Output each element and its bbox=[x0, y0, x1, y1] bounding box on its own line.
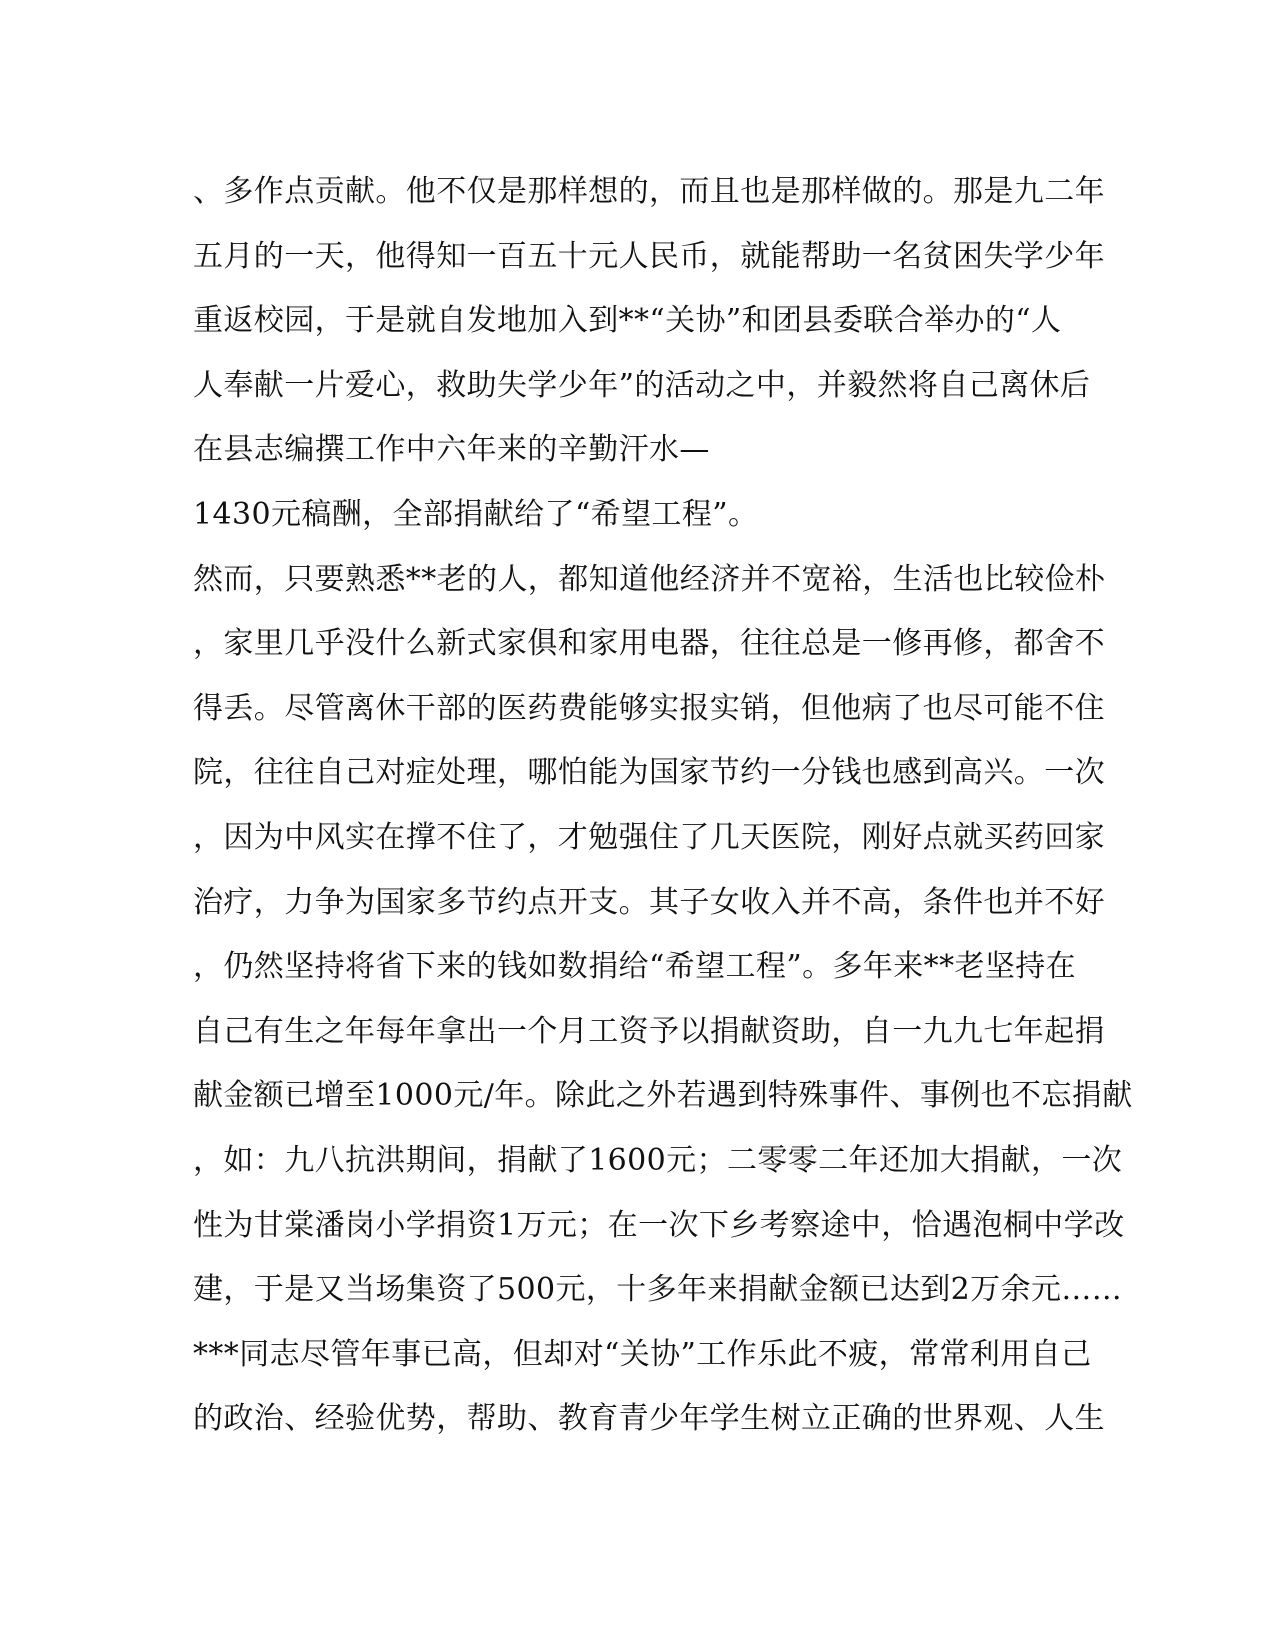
text-line: 然而，只要熟悉**老的人，都知道他经济并不宽裕，生活也比较俭朴 bbox=[193, 561, 1106, 597]
text-line: ，家里几乎没什么新式家俱和家用电器，往往总是一修再修，都舍不 bbox=[193, 626, 1105, 662]
text-line: 、多作点贡献。他不仅是那样想的，而且也是那样做的。那是九二年 bbox=[193, 174, 1105, 209]
text-line: 建，于是又当场集资了500元，十多年来捐献金额已达到2万余元…… bbox=[193, 1272, 1123, 1308]
text-line: 1430元稿酬，全部捐献给了“希望工程”。 bbox=[193, 496, 759, 532]
text-line: 五月的一天，他得知一百五十元人民币，就能帮助一名贫困失学少年 bbox=[193, 238, 1105, 274]
text-line: ，如：九八抗洪期间，捐献了1600元；二零零二年还加大捐献，一次 bbox=[193, 1142, 1123, 1178]
text-line: 重返校园，于是就自发地加入到**“关协”和团县委联合举办的“人 bbox=[193, 303, 1062, 339]
text-line: ***同志尽管年事已高，但却对“关协”工作乐此不疲，常常利用自己 bbox=[193, 1336, 1092, 1372]
text-line: ，仍然坚持将省下来的钱如数捐给“希望工程”。多年来**老坚持在 bbox=[193, 949, 1077, 985]
text-line: 治疗，力争为国家多节约点开支。其子女收入并不高，条件也并不好 bbox=[193, 884, 1105, 920]
text-line: 人奉献一片爱心，救助失学少年”的活动之中，并毅然将自己离休后 bbox=[193, 367, 1091, 403]
text-line: 性为甘棠潘岗小学捐资1万元；在一次下乡考察途中，恰遇泡桐中学改 bbox=[193, 1207, 1125, 1243]
text-line: ，因为中风实在撑不住了，才勉强住了几天医院，刚好点就买药回家 bbox=[193, 819, 1105, 855]
text-line: 献金额已增至1000元/年。除此之外若遇到特殊事件、事例也不忘捐献 bbox=[193, 1078, 1133, 1114]
text-line: 院，往往自己对症处理，哪怕能为国家节约一分钱也感到高兴。一次 bbox=[193, 755, 1105, 791]
text-line: 得丢。尽管离休干部的医药费能够实报实销，但他病了也尽可能不住 bbox=[193, 690, 1105, 726]
body-text bbox=[193, 160, 1133, 1452]
text-line: 自己有生之年每年拿出一个月工资予以捐献资助，自一九九七年起捐 bbox=[193, 1013, 1105, 1049]
text-line: 在县志编撰工作中六年来的辛勤汗水— bbox=[193, 432, 710, 468]
text-line: 的政治、经验优势，帮助、教育青少年学生树立正确的世界观、人生 bbox=[193, 1401, 1105, 1437]
